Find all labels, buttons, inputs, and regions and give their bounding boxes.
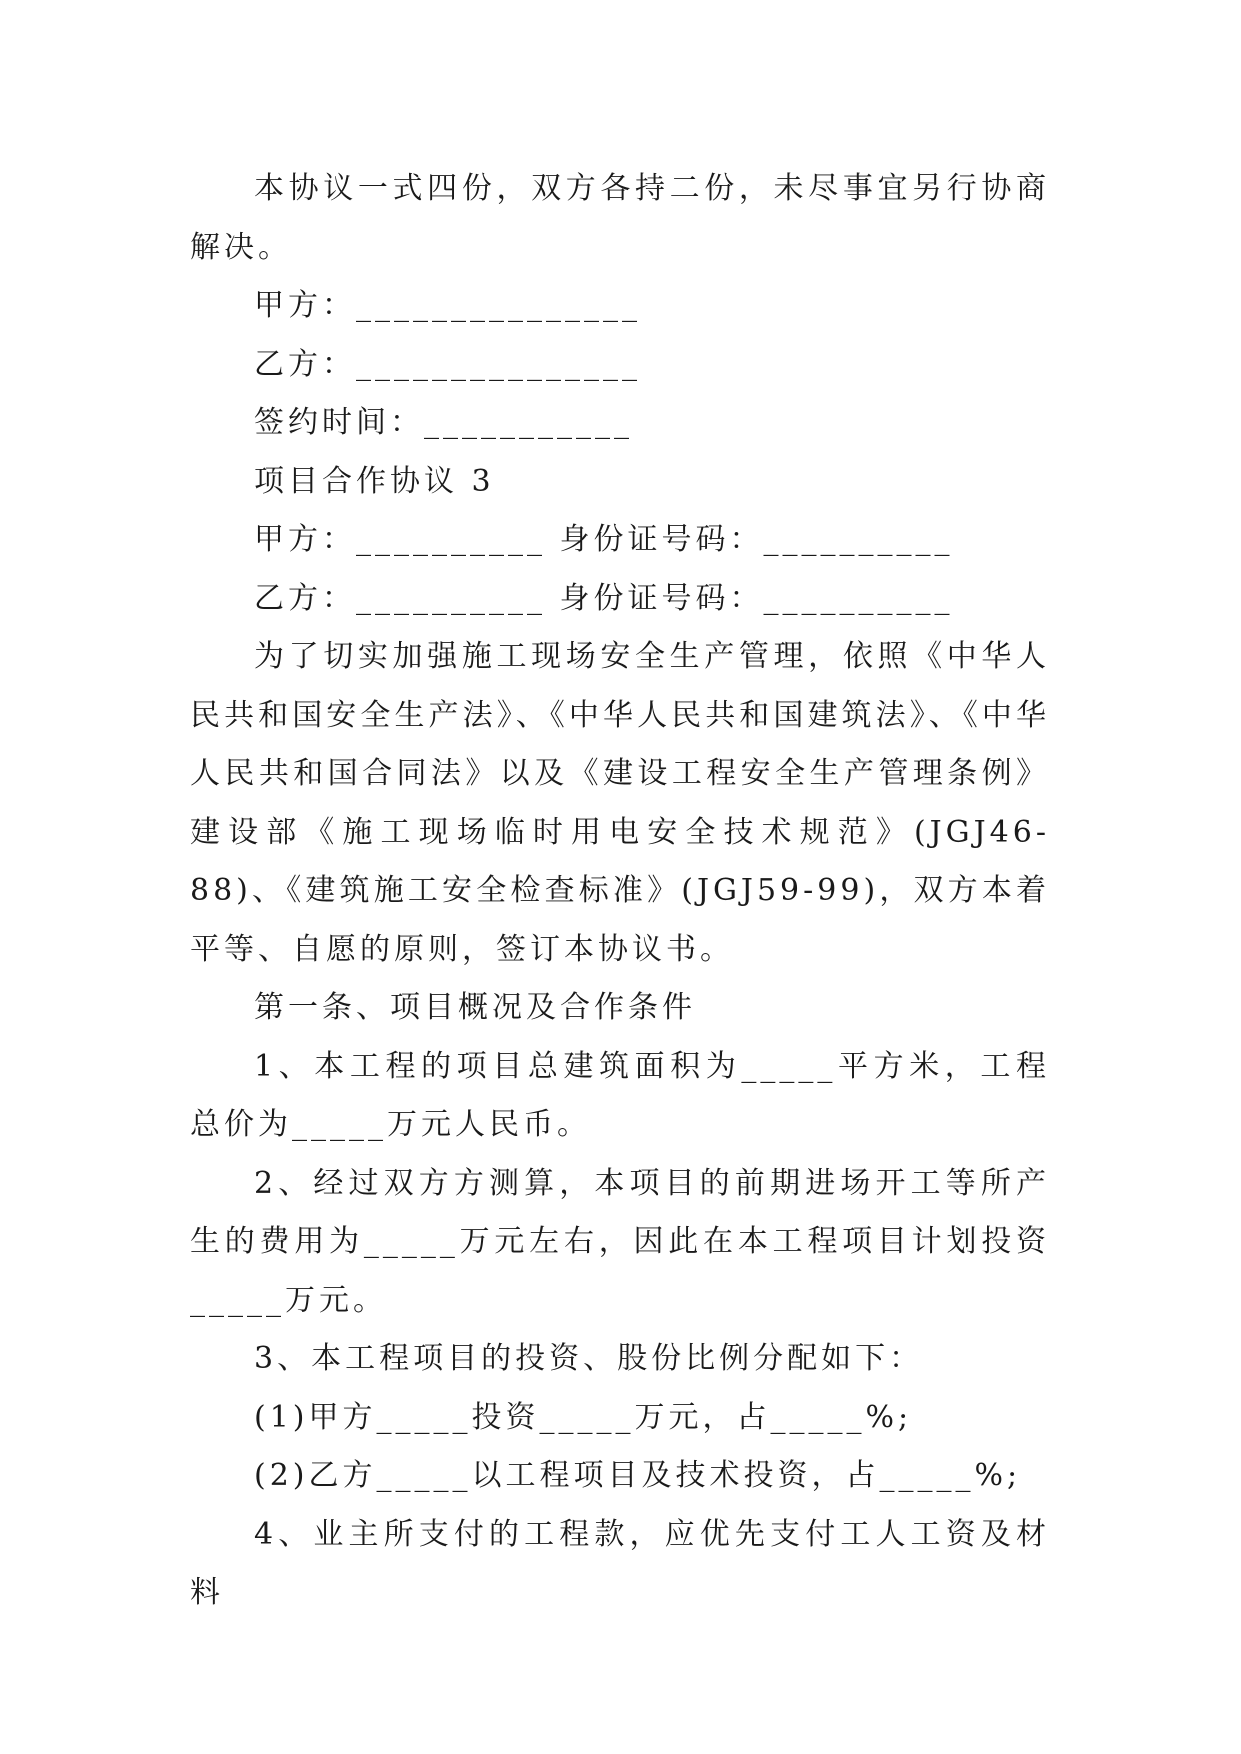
paragraph-preamble: 为了切实加强施工现场安全生产管理，依照《中华人民共和国安全生产法》、《中华人民共和国建筑法》、《中华人民共和国合同法》以及《建设工程安全生产管理条例》建设部《施工现场临时用电安全技术规范》(JGJ46-88)、《建筑施工安全检查标准》(JGJ59-99)，双方本着平等、自愿的原则，签订本协议书。 (190, 639, 1050, 967)
clause-3-item-1: (1)甲方_____投资_____万元，占_____%; (254, 1399, 913, 1435)
article-one-heading: 第一条、项目概况及合作条件 (254, 990, 696, 1025)
signature-party-a: 甲方：_______________ (254, 288, 641, 323)
clause-3-shares: 3、本工程项目的投资、股份比例分配如下： (254, 1341, 924, 1376)
party-a-id-line: 甲方：__________ 身份证号码：__________ (254, 522, 954, 557)
clause-4-payment: 4、业主所支付的工程款，应优先支付工人工资及材料 (190, 1516, 1050, 1610)
clause-2-costs: 2、经过双方方测算，本项目的前期进场开工等所产生的费用为_____万元左右，因此在本工程项目计划投资_____万元。 (190, 1165, 1050, 1318)
signature-date: 签约时间：___________ (254, 405, 633, 440)
clause-1-area-price: 1、本工程的项目总建筑面积为_____平方米，工程总价为_____万元人民币。 (190, 1048, 1050, 1142)
party-b-id-line: 乙方：__________ 身份证号码：__________ (254, 580, 954, 616)
document-body (190, 160, 1050, 1623)
clause-3-item-2: (2)乙方_____以工程项目及技术投资，占_____%; (254, 1458, 1022, 1493)
paragraph-copies-clause: 本协议一式四份，双方各持二份，未尽事宜另行协商解决。 (190, 171, 1050, 265)
section-title: 项目合作协议 3 (254, 463, 495, 499)
signature-party-b: 乙方：_______________ (254, 346, 641, 382)
